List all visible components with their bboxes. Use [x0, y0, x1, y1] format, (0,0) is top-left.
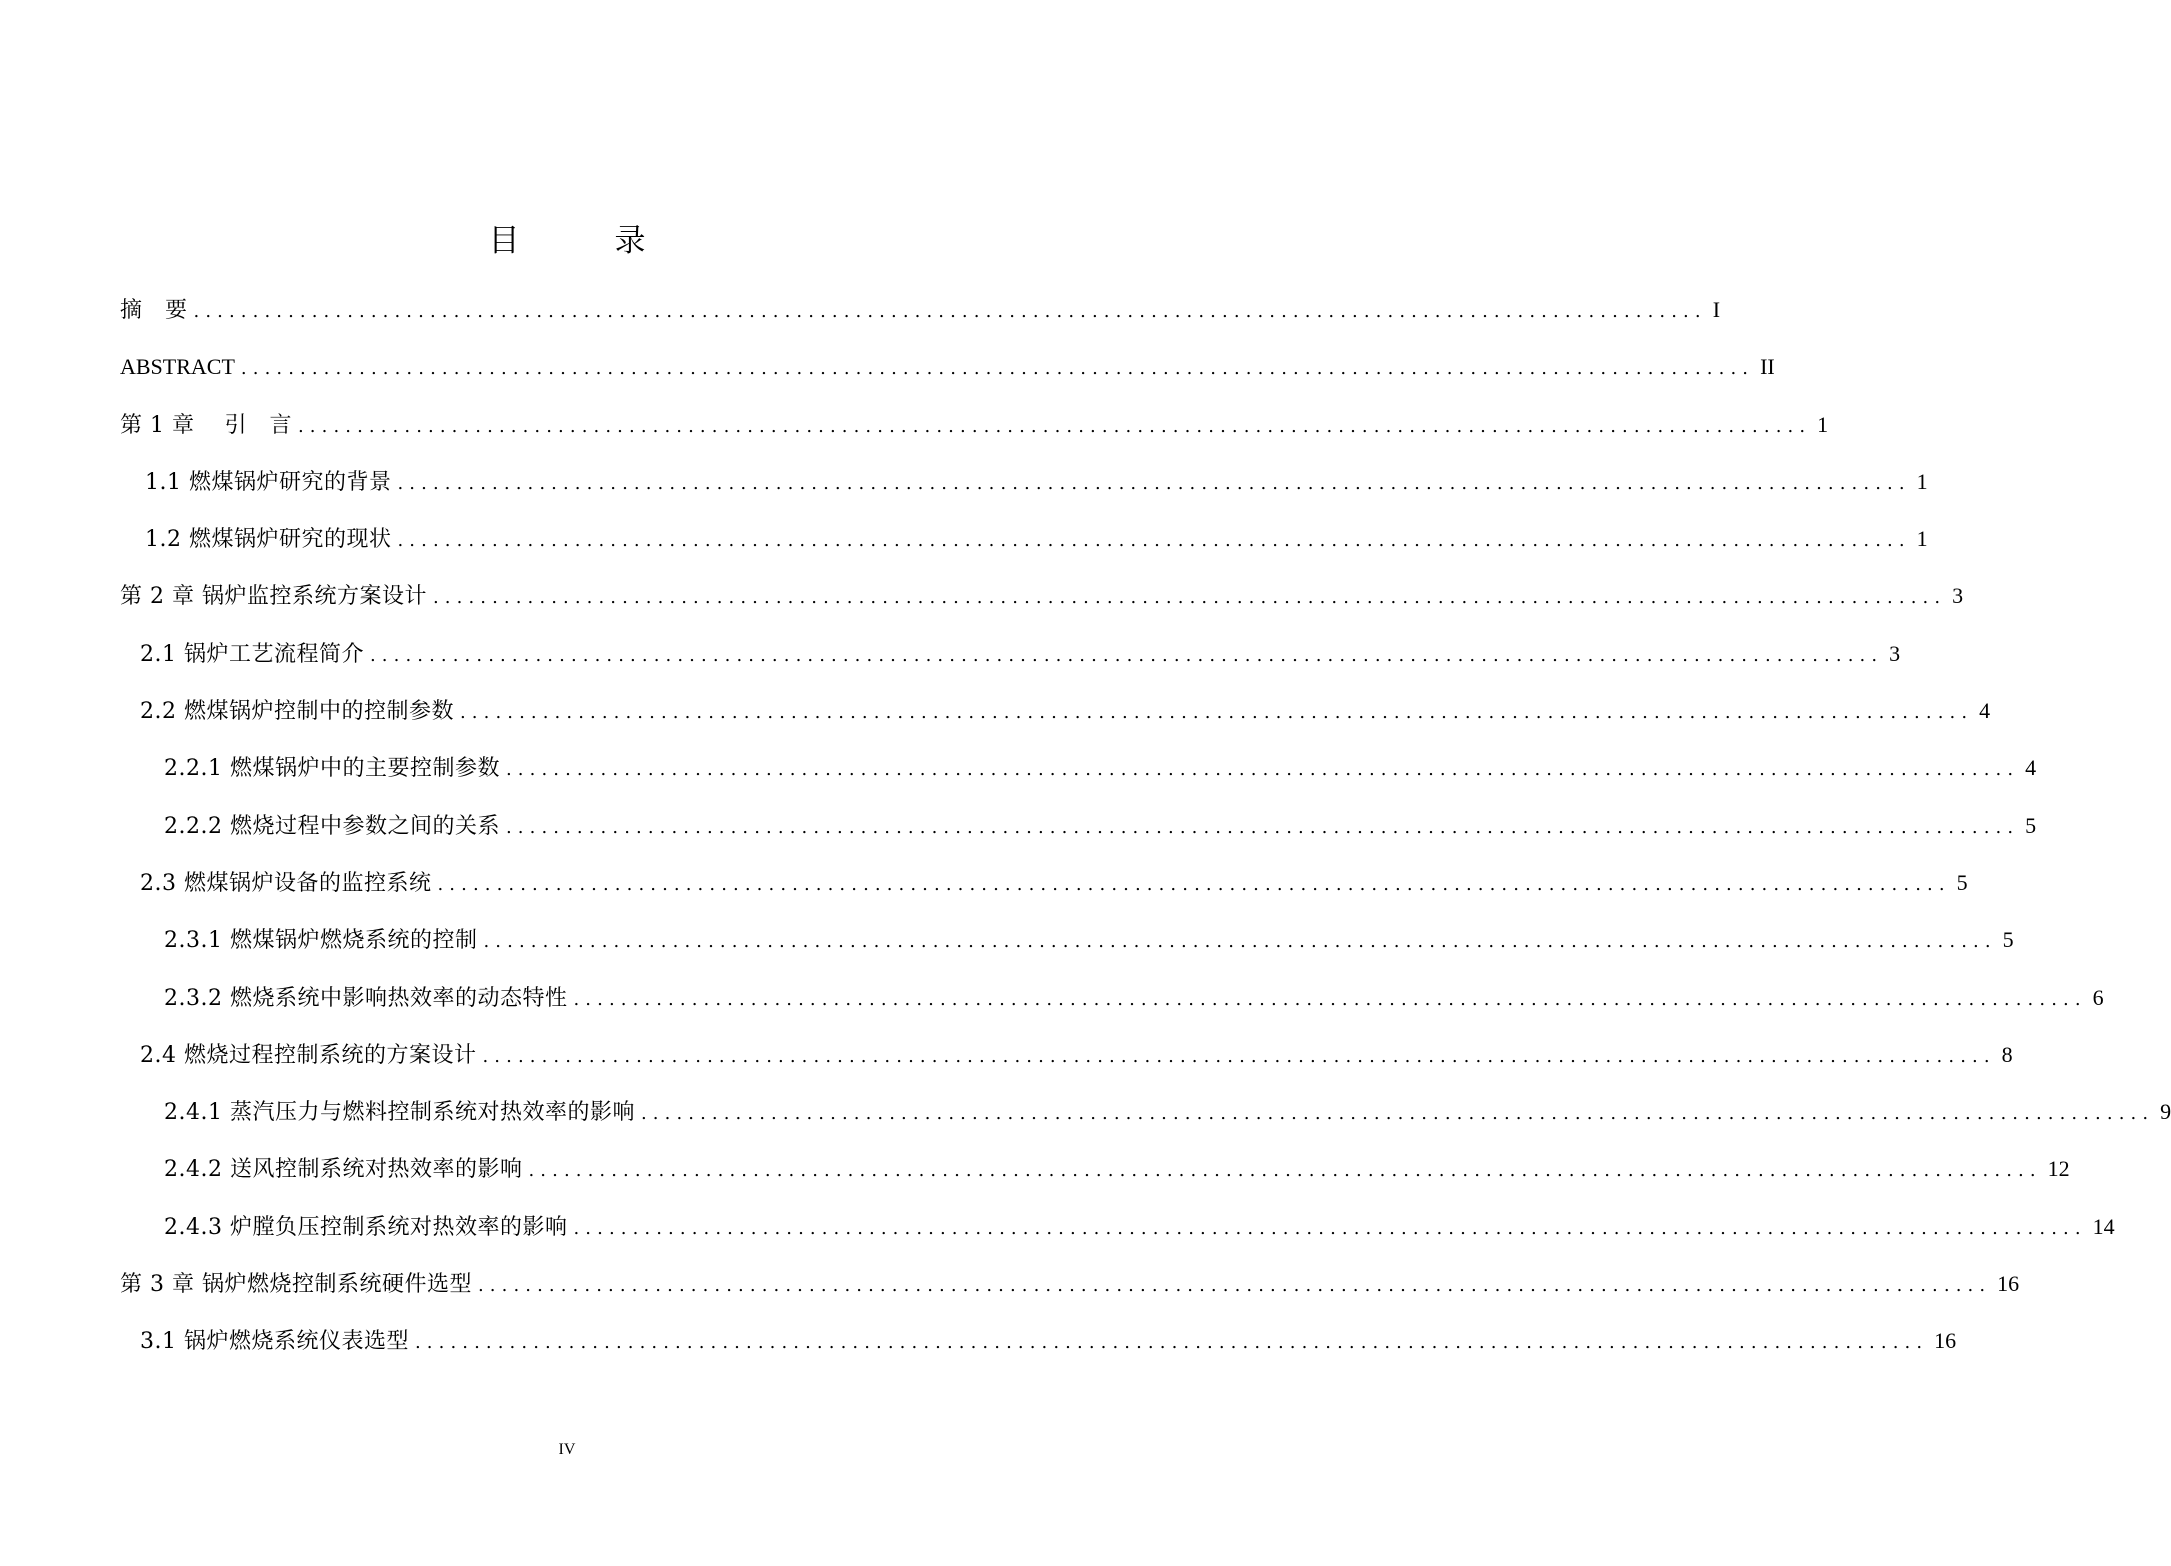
- toc-entry-section-1-2[interactable]: [120, 510, 1928, 567]
- toc-entry-page: I: [1712, 297, 1721, 322]
- toc-entry-section-2-4[interactable]: [120, 1026, 2013, 1083]
- dot-leader: ................................................................................................................................: [477, 1275, 1992, 1297]
- toc-entry-section-2-4-1[interactable]: [120, 1083, 2171, 1140]
- dot-leader: ................................................................................................................................: [528, 1160, 2042, 1182]
- dot-leader: ................................................................................................................................: [482, 1045, 1996, 1067]
- dot-leader: ................................................................................................................................: [414, 1332, 1929, 1354]
- toc-entry-page: 3: [1889, 640, 1901, 666]
- toc-entry-section-2-3-1[interactable]: [120, 911, 2014, 968]
- toc-entry-page: 8: [2001, 1041, 2013, 1067]
- toc-entry-chapter-2[interactable]: [120, 567, 1964, 624]
- toc-entry-page: 4: [2025, 755, 2037, 781]
- toc-entry-label: 2.3 燃煤锅炉设备的监控系统: [140, 870, 432, 896]
- footer-page-number: IV: [558, 1441, 576, 1458]
- toc-entry-page: 1: [1817, 411, 1829, 437]
- toc-entry-label: 第 3 章 锅炉燃烧控制系统硬件选型: [120, 1272, 472, 1298]
- toc-entry-chapter-3[interactable]: [120, 1255, 2020, 1312]
- toc-entry-chapter-1[interactable]: [120, 396, 1829, 453]
- toc-entry-page: 5: [2002, 927, 2014, 953]
- dot-leader: ................................................................................................................................: [573, 1217, 2087, 1239]
- toc-entry-label: 2.4.1 蒸汽压力与燃料控制系统对热效率的影响: [164, 1100, 635, 1126]
- dot-leader: ................................................................................................................................: [505, 759, 2020, 781]
- dot-leader: ................................................................................................................................: [240, 358, 1755, 380]
- toc-title: 目 录: [488, 223, 678, 259]
- toc-entry-page: 5: [2025, 812, 2037, 838]
- dot-leader: ................................................................................................................................: [640, 1103, 2155, 1125]
- dot-leader: ................................................................................................................................: [193, 301, 1707, 322]
- dot-leader: ................................................................................................................................: [397, 530, 1911, 552]
- dot-leader: ................................................................................................................................: [432, 587, 1947, 609]
- toc-entry-label: 3.1 锅炉燃烧系统仪表选型: [140, 1329, 409, 1355]
- toc-entry-label: 摘 要: [120, 298, 188, 323]
- toc-entry-label: 第 2 章 锅炉监控系统方案设计: [120, 584, 427, 610]
- toc-entry-abstract-en[interactable]: [120, 338, 1775, 395]
- dot-leader: ................................................................................................................................: [397, 472, 1911, 494]
- toc-entry-label: 2.3.2 燃烧系统中影响热效率的动态特性: [164, 985, 568, 1011]
- toc-entry-page: 16: [1934, 1328, 1957, 1354]
- dot-leader: ................................................................................................................................: [573, 988, 2087, 1010]
- toc-entry-label: 第 1 章 引 言: [120, 412, 292, 438]
- toc-entry-page: 16: [1997, 1271, 2020, 1297]
- toc-entry-section-1-1[interactable]: [120, 453, 1928, 510]
- toc-entry-section-2-2-2[interactable]: [120, 797, 2037, 854]
- dot-leader: ................................................................................................................................: [437, 873, 1951, 895]
- toc-entry-page: II: [1760, 354, 1775, 380]
- toc-entry-section-2-2[interactable]: [120, 682, 1991, 739]
- toc-entry-label: 2.2 燃煤锅炉控制中的控制参数: [140, 699, 454, 725]
- toc-entry-section-2-4-2[interactable]: [120, 1140, 2070, 1197]
- toc-entry-label: 1.2 燃煤锅炉研究的现状: [145, 527, 392, 553]
- toc-entry-label: 2.3.1 燃煤锅炉燃烧系统的控制: [164, 928, 478, 954]
- toc-entry-label: 2.4.2 送风控制系统对热效率的影响: [164, 1157, 523, 1183]
- toc-entry-abstract-cn[interactable]: [120, 281, 1721, 338]
- toc-entry-section-2-2-1[interactable]: [120, 739, 2037, 796]
- table-of-contents: [120, 281, 2171, 1370]
- toc-entry-label: 2.1 锅炉工艺流程简介: [140, 641, 364, 667]
- toc-entry-section-2-3-2[interactable]: [120, 969, 2104, 1026]
- toc-entry-page: 6: [2092, 984, 2104, 1010]
- toc-entry-page: 4: [1979, 698, 1991, 724]
- toc-entry-page: 14: [2092, 1213, 2115, 1239]
- dot-leader: ................................................................................................................................: [297, 415, 1812, 437]
- toc-entry-label: 1.1 燃煤锅炉研究的背景: [145, 469, 392, 495]
- toc-entry-label: 2.2.2 燃烧过程中参数之间的关系: [164, 813, 500, 839]
- toc-entry-label: ABSTRACT: [120, 354, 235, 380]
- toc-entry-section-2-1[interactable]: [120, 625, 1901, 682]
- dot-leader: ................................................................................................................................: [369, 644, 1884, 666]
- toc-entry-page: 12: [2047, 1156, 2070, 1182]
- toc-entry-page: 5: [1956, 869, 1968, 895]
- dot-leader: ................................................................................................................................: [483, 931, 1997, 953]
- toc-entry-label: 2.4.3 炉膛负压控制系统对热效率的影响: [164, 1214, 568, 1240]
- toc-entry-page: 3: [1952, 583, 1964, 609]
- toc-entry-section-2-3[interactable]: [120, 854, 1968, 911]
- toc-entry-page: 1: [1916, 526, 1928, 552]
- dot-leader: ................................................................................................................................: [505, 816, 2020, 838]
- toc-entry-section-3-1[interactable]: [120, 1312, 1957, 1369]
- toc-entry-label: 2.4 燃烧过程控制系统的方案设计: [140, 1042, 477, 1068]
- toc-entry-section-2-4-3[interactable]: [120, 1198, 2115, 1255]
- toc-entry-label: 2.2.1 燃煤锅炉中的主要控制参数: [164, 756, 500, 782]
- dot-leader: ................................................................................................................................: [459, 702, 1974, 724]
- toc-entry-page: 9: [2160, 1099, 2171, 1125]
- toc-entry-page: 1: [1916, 468, 1928, 494]
